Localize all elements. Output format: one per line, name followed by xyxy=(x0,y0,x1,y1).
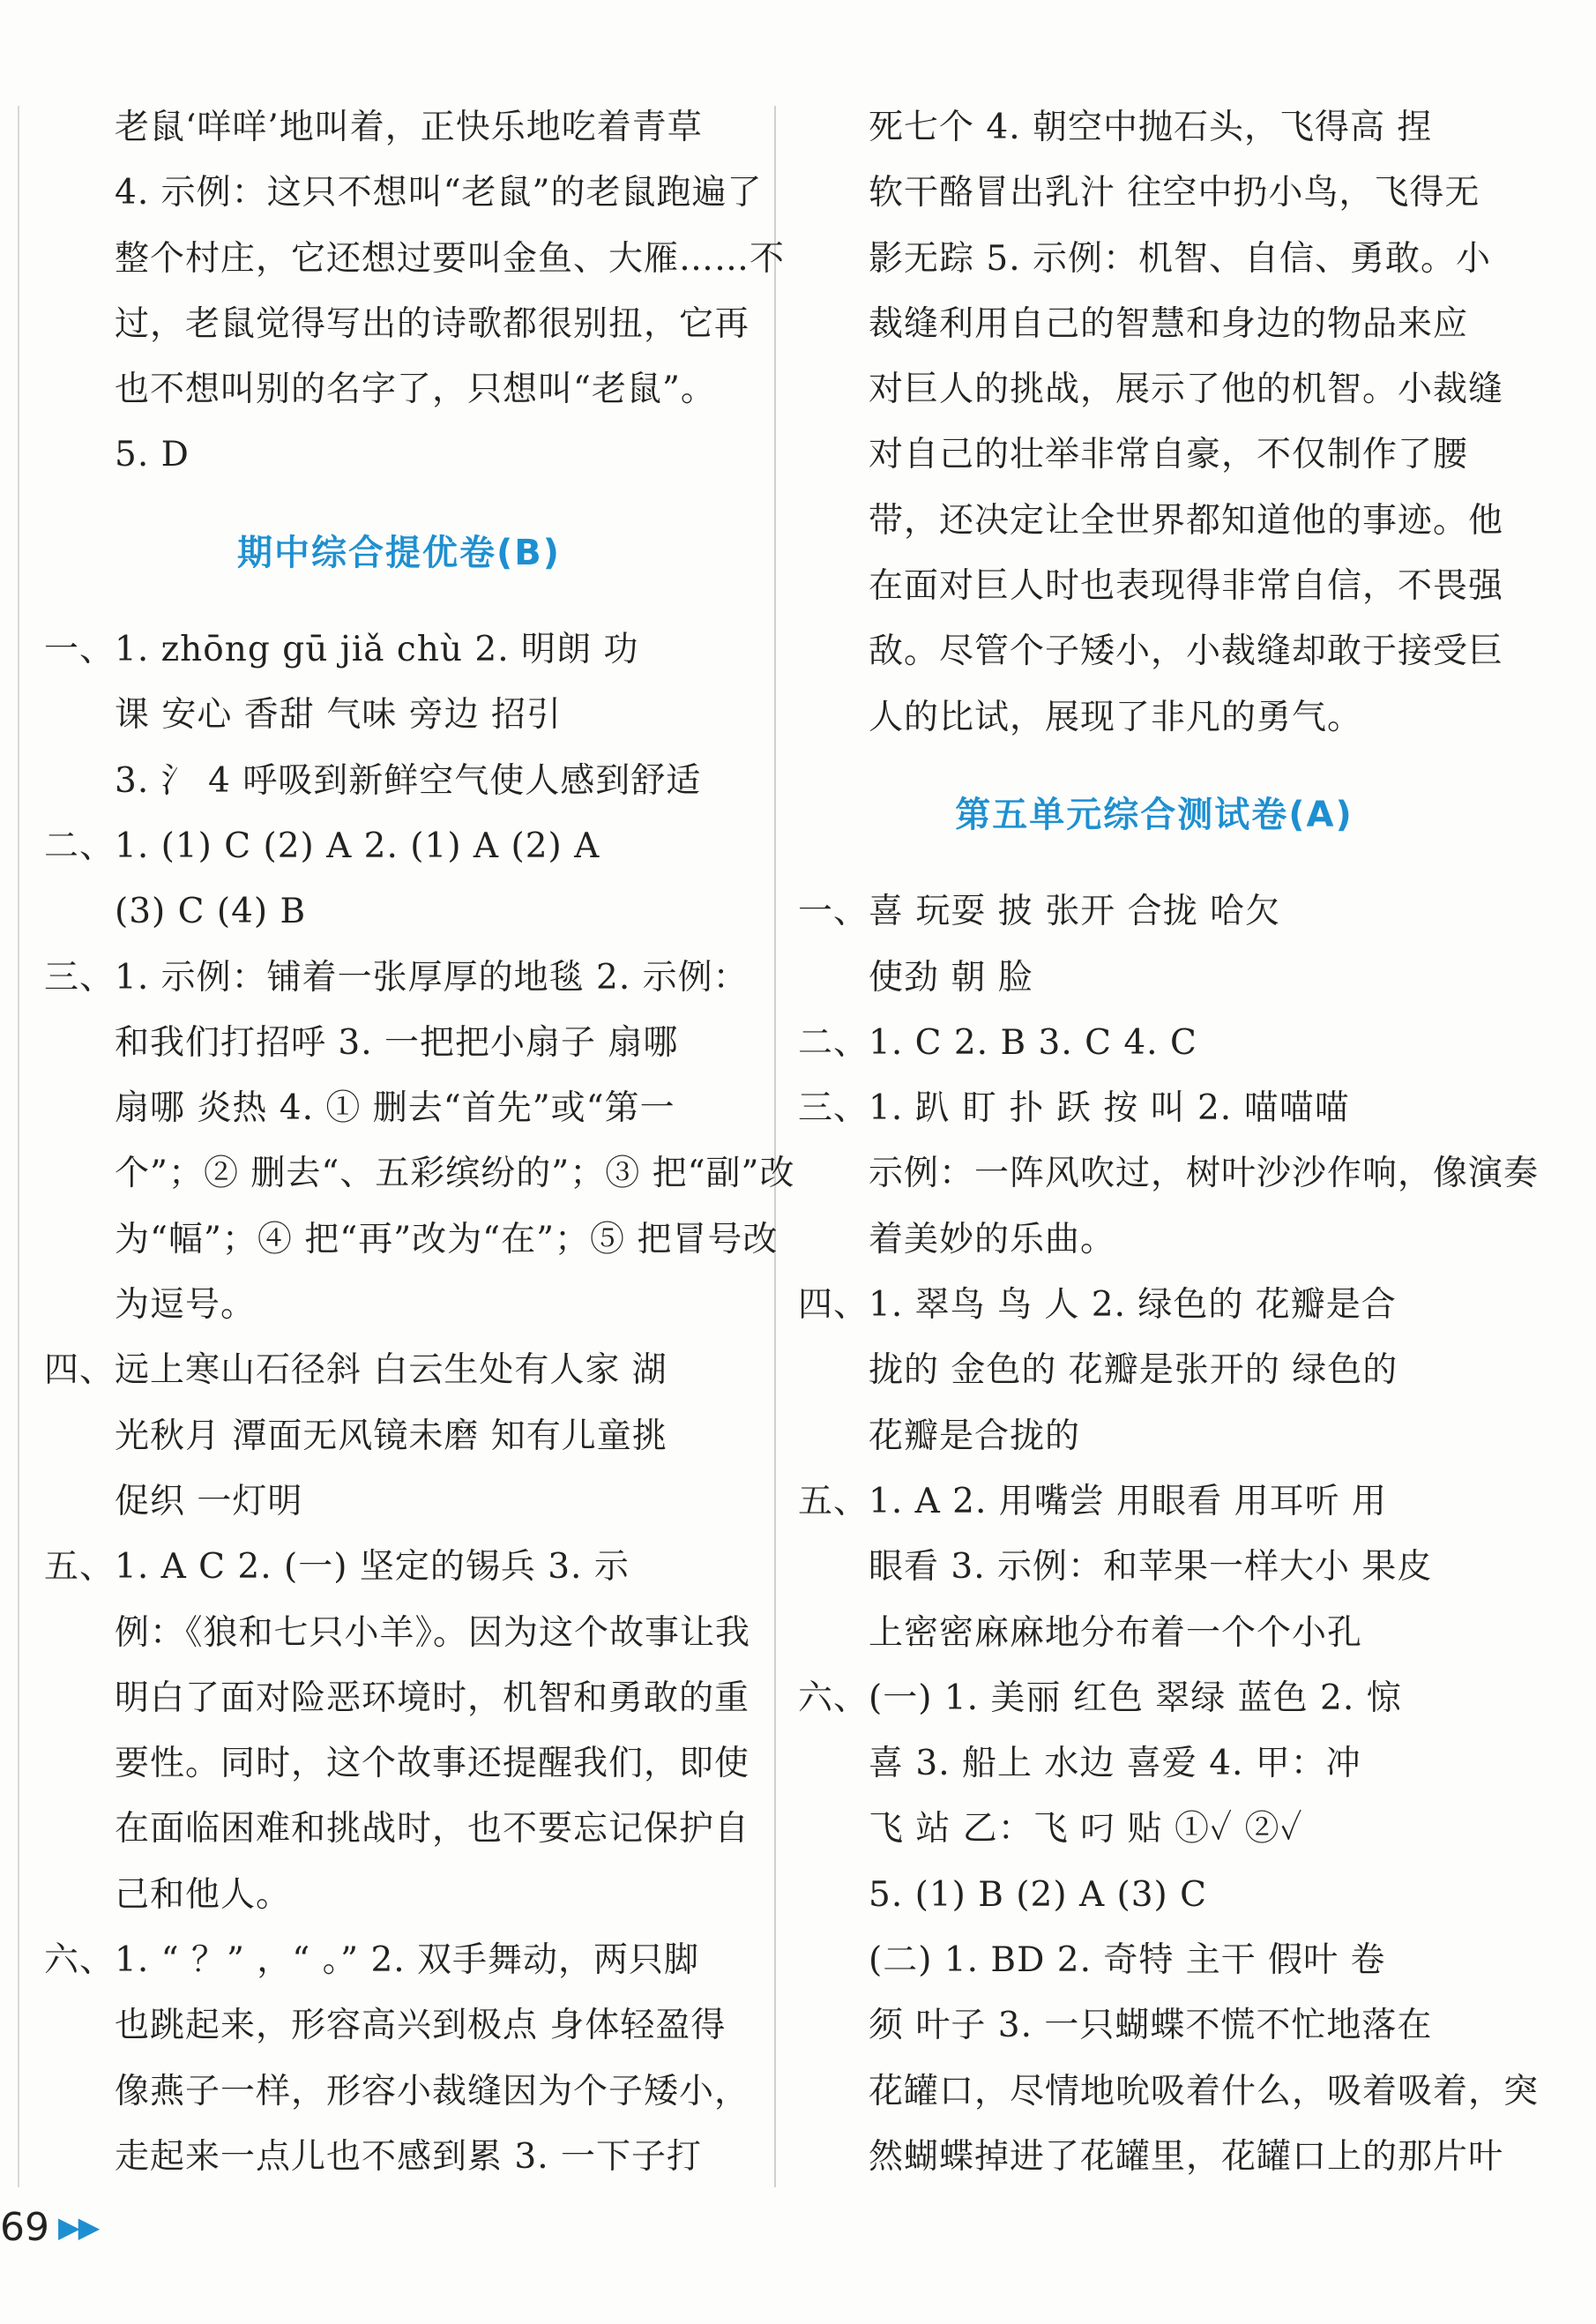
text-line: 也跳起来，形容高兴到极点 身体轻盈得 xyxy=(115,2006,727,2046)
text-line: 像燕子一样，形容小裁缝因为个子矮小， xyxy=(115,2071,750,2111)
text-line: 着美妙的乐曲。 xyxy=(869,1219,1116,1259)
text-line: 明白了面对险恶环境时，机智和勇敢的重 xyxy=(115,1678,750,1718)
text-line: 六、1. “ ？” ，“ 。” 2. 双手舞动，两只脚 xyxy=(44,1940,700,1981)
text-line: 然蝴蝶掉进了花罐里，花罐口上的那片叶 xyxy=(869,2136,1504,2177)
text-line: 五、1. A 2. 用嘴尝 用眼看 用耳听 用 xyxy=(798,1481,1387,1521)
text-line: 为“幅”；④ 把“再”改为“在”；⑤ 把冒号改 xyxy=(115,1219,779,1259)
text-line: 示例：一阵风吹过，树叶沙沙作响，像演奏 xyxy=(869,1154,1540,1194)
text-line: 花瓣是合拢的 xyxy=(869,1416,1081,1456)
text-line: 5. (1) B (2) A (3) C xyxy=(869,1874,1207,1915)
text-line: 五、1. A C 2. (一) 坚定的锡兵 3. 示 xyxy=(44,1547,630,1588)
text-line: 二、1. C 2. B 3. C 4. C xyxy=(798,1022,1197,1063)
text-line: 4. 示例：这只不想叫“老鼠”的老鼠跑遍了 xyxy=(115,173,763,213)
double-right-arrow-icon: ▶▶ xyxy=(58,2210,99,2244)
text-line: 光秋月 潭面无风镜未磨 知有儿童挑 xyxy=(115,1416,667,1456)
text-line: 人的比试，展现了非凡的勇气。 xyxy=(869,697,1363,737)
text-line: 一、喜 玩耍 披 张开 合拢 哈欠 xyxy=(798,892,1280,932)
text-line: 六、(一) 1. 美丽 红色 翠绿 蓝色 2. 惊 xyxy=(798,1678,1402,1718)
right-column xyxy=(798,95,1540,2190)
text-line: 飞 站 乙：飞 叼 贴 ①✓ ②✓ xyxy=(869,1809,1303,1849)
text-line: 影无踪 5. 示例：机智、自信、勇敢。小 xyxy=(869,238,1492,279)
text-line: 扇哪 炎热 4. ① 删去“首先”或“第一 xyxy=(115,1088,675,1129)
text-line: 例：《狼和七只小羊》。因为这个故事让我 xyxy=(115,1612,751,1653)
text-line: 己和他人。 xyxy=(115,1874,292,1915)
text-line: 整个村庄，它还想过要叫金鱼、大雁……不 xyxy=(115,238,786,279)
text-line: 走起来一点儿也不感到累 3. 一下子打 xyxy=(115,2136,703,2177)
text-line: (3) C (4) B xyxy=(115,892,307,932)
text-line: 死七个 4. 朝空中抛石头，飞得高 捏 xyxy=(869,108,1433,147)
text-line: 个”；② 删去“、五彩缤纷的”；③ 把“副”改 xyxy=(115,1154,795,1194)
text-line: 对巨人的挑战，展示了他的机智。小裁缝 xyxy=(869,370,1504,410)
text-line: 拢的 金色的 花瓣是张开的 绿色的 xyxy=(869,1350,1398,1391)
text-line: 也不想叫别的名字了，只想叫“老鼠”。 xyxy=(115,370,716,410)
text-line: (二) 1. BD 2. 奇特 主干 假叶 卷 xyxy=(869,1940,1386,1981)
text-line: 在面临困难和挑战时，也不要忘记保护自 xyxy=(115,1809,750,1849)
text-line: 过，老鼠觉得写出的诗歌都很别扭，它再 xyxy=(115,303,750,344)
text-line: 四、远上寒山石径斜 白云生处有人家 湖 xyxy=(44,1350,667,1391)
text-line: 带，还决定让全世界都知道他的事迹。他 xyxy=(869,500,1504,541)
text-line: 要性。同时，这个故事还提醒我们，即使 xyxy=(115,1744,750,1784)
text-line: 软干酪冒出乳汁 往空中扔小鸟，飞得无 xyxy=(869,173,1480,213)
text-line: 为逗号。 xyxy=(115,1285,257,1326)
text-line: 促织 一灯明 xyxy=(115,1481,303,1521)
text-line: 四、1. 翠鸟 鸟 人 2. 绿色的 花瓣是合 xyxy=(798,1285,1397,1326)
text-line: 眼看 3. 示例：和苹果一样大小 果皮 xyxy=(869,1547,1433,1588)
text-line: 裁缝利用自己的智慧和身边的物品来应 xyxy=(869,303,1469,344)
text-line: 一、1. zhōng gū jiǎ chù 2. 明朗 功 xyxy=(44,630,639,670)
left-margin-rule xyxy=(18,106,19,2187)
page-number: 69 xyxy=(0,2205,49,2250)
text-line: 在面对巨人时也表现得非常自信，不畏强 xyxy=(869,566,1504,607)
section-heading: 第五单元综合测试卷(A) xyxy=(955,794,1354,835)
text-line: 上密密麻麻地分布着一个个小孔 xyxy=(869,1612,1363,1653)
text-line: 3. 氵 4 呼吸到新鲜空气使人感到舒适 xyxy=(115,760,702,801)
text-line: 使劲 朝 脸 xyxy=(869,957,1033,998)
text-line: 花罐口，尽情地吮吸着什么，吸着吸着，突 xyxy=(869,2071,1540,2111)
text-line: 课 安心 香甜 气味 旁边 招引 xyxy=(115,695,562,736)
text-line: 和我们打招呼 3. 一把把小扇子 扇哪 xyxy=(115,1022,679,1063)
text-line: 对自己的壮举非常自豪，不仅制作了腰 xyxy=(869,435,1469,475)
text-line: 二、1. (1) C (2) A 2. (1) A (2) A xyxy=(44,826,600,866)
text-line: 敌。尽管个子矮小，小裁缝却敢于接受巨 xyxy=(869,631,1504,672)
text-line: 须 叶子 3. 一只蝴蝶不慌不忙地落在 xyxy=(869,2006,1433,2046)
text-line: 三、1. 示例：铺着一张厚厚的地毯 2. 示例： xyxy=(44,957,749,998)
text-line: 5. D xyxy=(115,435,190,475)
text-line: 三、1. 趴 盯 扑 跃 按 叫 2. 喵喵喵 xyxy=(798,1088,1350,1129)
text-line: 老鼠‘咩咩’地叫着，正快乐地吃着青草 xyxy=(115,108,703,147)
left-column xyxy=(44,95,795,2190)
section-heading: 期中综合提优卷(B) xyxy=(236,532,562,573)
text-line: 喜 3. 船上 水边 喜爱 4. 甲：冲 xyxy=(869,1744,1361,1784)
